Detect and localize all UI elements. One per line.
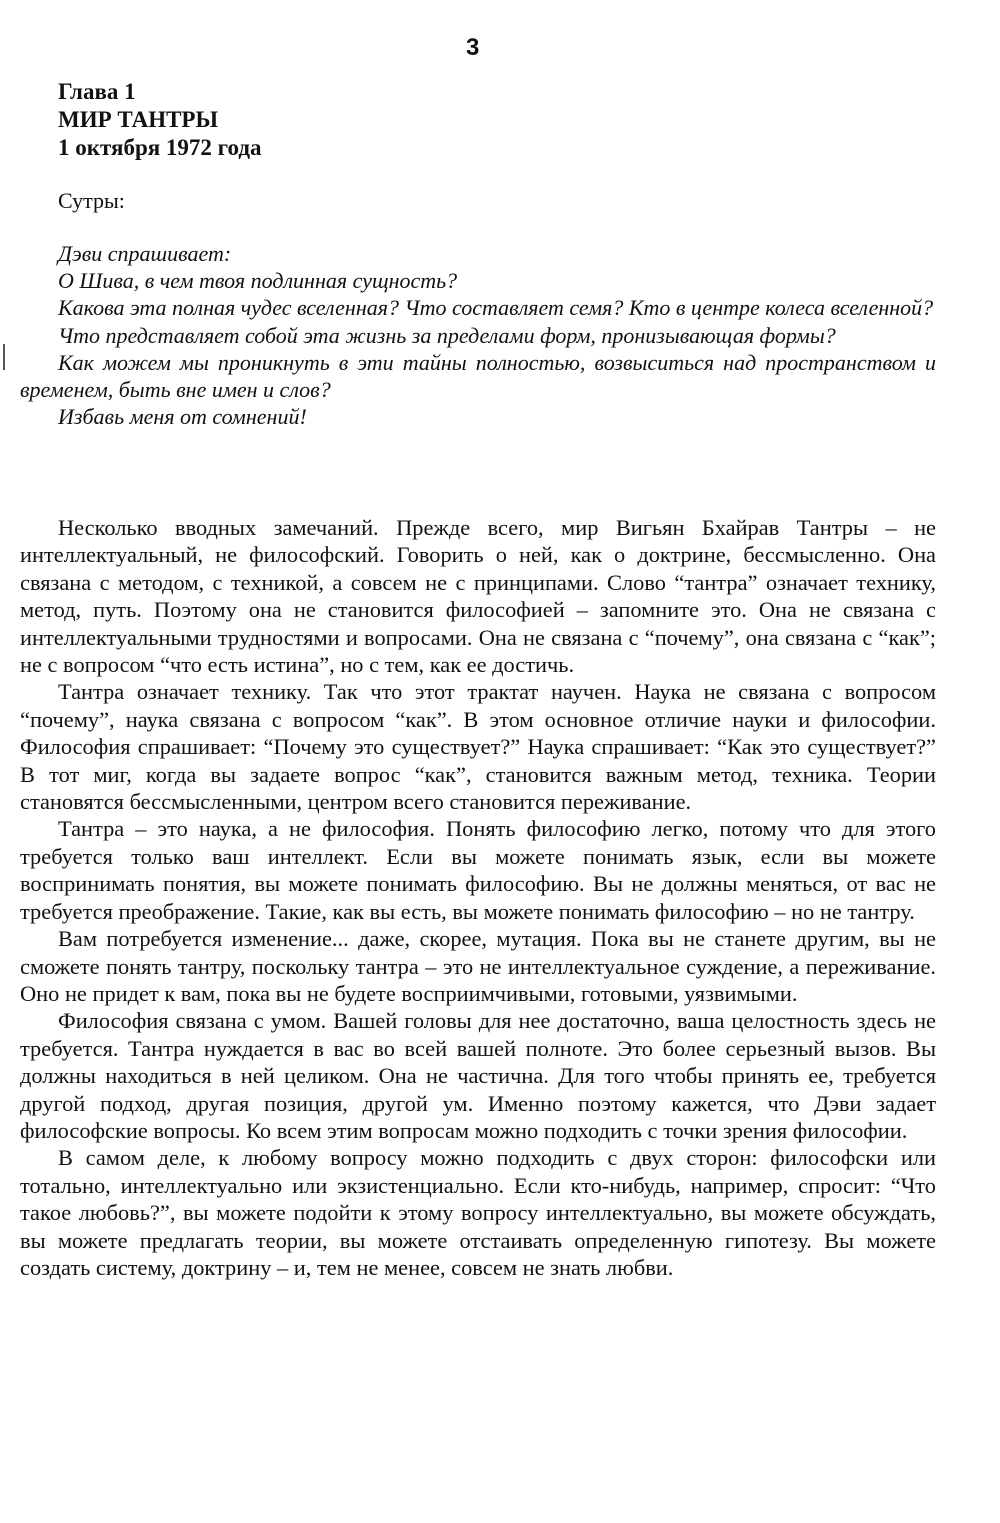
chapter-date: 1 октября 1972 года (58, 135, 262, 160)
paragraph: Вам потребуется изменение... даже, скорее, мутация. Пока вы не станете другим, вы не сможете понять тантру, поскольку тантра – это не интеллектуальное суждение, а переживание. Оно не придет к вам, пока вы не будете восприимчивыми, готовыми, уязвимыми. (20, 926, 936, 1006)
page-number: 3 (466, 34, 480, 61)
sutras-block (20, 240, 936, 430)
sutra-line: Дэви спрашивает: (58, 241, 232, 266)
chapter-title: МИР ТАНТРЫ (58, 107, 219, 132)
sutra-line: Какова эта полная чудес вселенная? Что составляет семя? Кто в центре колеса вселенной? (58, 295, 934, 321)
scan-edge-mark (3, 344, 5, 370)
paragraph: Философия связана с умом. Вашей головы для нее достаточно, ваша целостность здесь не требуется. Тантра нуждается в вас во всей вашей полноте. Это более серьезный вызов. Вы должны находиться в ней целиком. Она не частична. Для того чтобы принять ее, требуется другой подход, другая позиция, другой ум. Именно поэтому кажется, что Дэви задает философские вопросы. Ко всем этим вопросам можно подходить с точки зрения философии. (20, 1008, 936, 1143)
sutra-line: Что представляет собой эта жизнь за пределами форм, пронизывающая формы? (58, 322, 836, 348)
chapter-number: Глава 1 (58, 79, 136, 104)
paragraph: Несколько вводных замечаний. Прежде всего, мир Вигьян Бхайрав Тантры – не интеллектуальный, не философский. Говорить о ней, как о доктрине, бессмысленно. Она связана с методом, с техникой, а совсем не с принципами. Слово “тантра” означает технику, метод, путь. Поэтому она не становится философией – запомните это. Она не связана с интеллектуальными трудностями и вопросами. Она не связана с “почему”, она связана с “как”; не с вопросом “что есть истина”, но с тем, как ее достичь. (20, 515, 936, 678)
paragraph: В самом деле, к любому вопросу можно подходить с двух сторон: философски или тотально, интеллектуально или экзистенциально. Если кто-нибудь, например, спросит: “Что такое любовь?”, вы можете подойти к этому вопросу интеллектуально, вы можете обсуждать, вы можете предлагать теории, вы можете отстаивать определенную гипотезу. Вы можете создать систему, доктрину – и, тем не менее, совсем не знать любви. (20, 1145, 936, 1280)
paragraph: Тантра означает технику. Так что этот трактат научен. Наука не связана с вопросом “почему”, наука связана с вопросом “как”. В этом основное отличие науки и философии. Философия спрашивает: “Почему это существует?” Наука спрашивает: “Как это существует?” В тот миг, когда вы задаете вопрос “как”, становится важным метод, техника. Теории становятся бессмысленными, центром всего становится переживание. (20, 679, 936, 815)
chapter-heading (58, 78, 262, 162)
sutras-label: Сутры: (58, 188, 125, 213)
sutra-line: Избавь меня от сомнений! (58, 404, 307, 430)
sutra-line: О Шива, в чем твоя подлинная сущность? (58, 268, 458, 294)
body-text (20, 514, 936, 1281)
sutra-line: Как можем мы проникнуть в эти тайны полностью, возвыситься над пространством и временем, быть вне имен и слов? (20, 349, 936, 403)
paragraph: Тантра – это наука, а не философия. Понять философию легко, потому что для этого требуется только ваш интеллект. Если вы можете понимать язык, если вы можете воспринимать понятия, вы можете понимать философию. Вы не должны меняться, от вас не требуется преображение. Такие, как вы есть, вы можете понимать философию – но не тантру. (20, 816, 936, 924)
